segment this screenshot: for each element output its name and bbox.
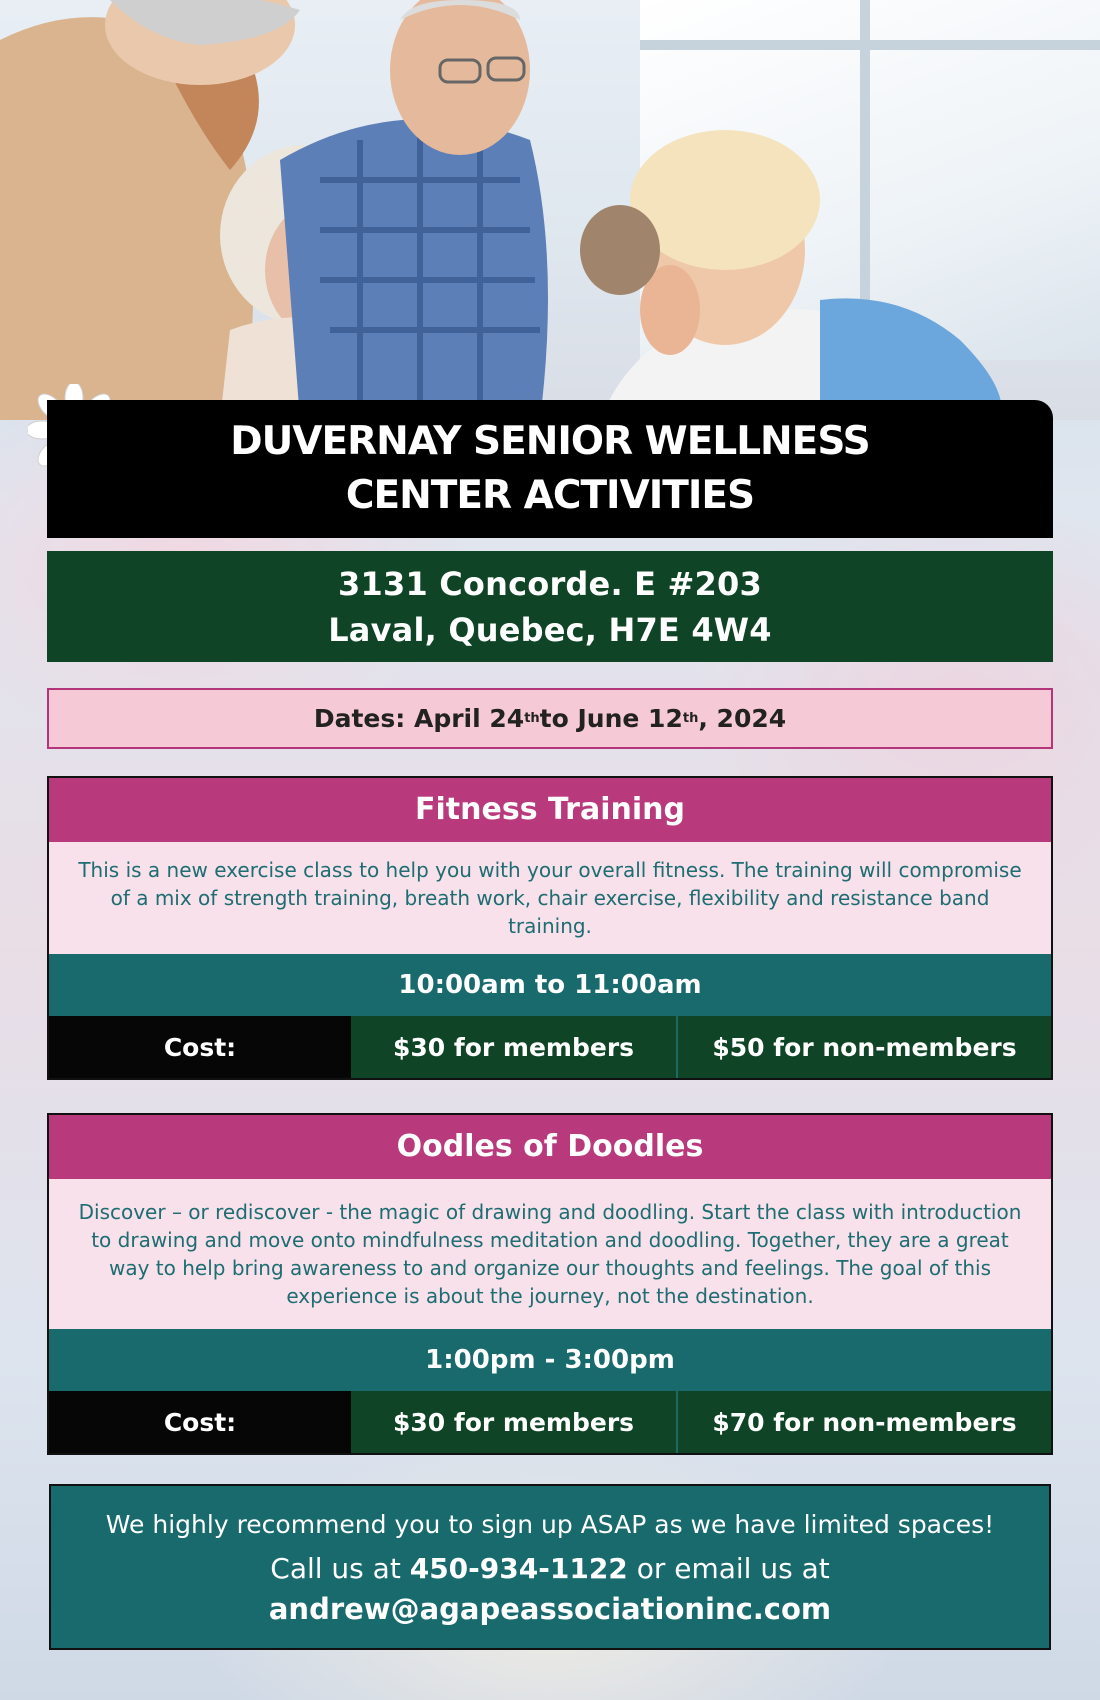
phone-number[interactable]: 450-934-1122 <box>409 1552 628 1585</box>
title-line-1: DUVERNAY SENIOR WELLNESS <box>230 419 870 464</box>
header-photo <box>0 0 1100 420</box>
email-address[interactable]: andrew@agapeassociationinc.com <box>268 1592 832 1626</box>
title-banner <box>47 400 1053 538</box>
contact-banner <box>49 1484 1051 1650</box>
activity-description <box>49 842 1051 954</box>
member-cost: $30 for members <box>351 1391 678 1453</box>
cost-row <box>49 1016 1051 1078</box>
activity-time: 10:00am to 11:00am <box>49 954 1051 1016</box>
cost-label: Cost: <box>49 1016 351 1078</box>
activity-card-doodles <box>47 1113 1053 1455</box>
non-member-cost: $50 for non-members <box>678 1016 1051 1078</box>
title-line-2: CENTER ACTIVITIES <box>345 473 755 518</box>
seniors-illustration <box>0 0 1100 420</box>
activity-description <box>49 1179 1051 1329</box>
address-line-1: 3131 Concorde. E #203 <box>338 564 762 603</box>
cost-label: Cost: <box>49 1391 351 1453</box>
activity-description-text: This is a new exercise class to help you with your overall fitness. The training will compromise of a mix of strength training, breath work, chair exercise, flexibility and resistance band training. <box>78 858 1022 938</box>
address-banner <box>47 551 1053 662</box>
dates-middle: to June 12 <box>539 704 683 733</box>
activity-title: Oodles of Doodles <box>49 1115 1051 1179</box>
dates-prefix: Dates: April 24 <box>313 704 525 733</box>
cost-row <box>49 1391 1051 1453</box>
non-member-cost: $70 for non-members <box>678 1391 1051 1453</box>
activity-description-text: Discover – or rediscover - the magic of drawing and doodling. Start the class with introduction to drawing and move onto mindfulness meditation and doodling. Together, they are a great way to help bring awareness to and organize our thoughts and feelings. The goal of this experience is about the journey, not the destination. <box>78 1200 1022 1308</box>
signup-note: We highly recommend you to sign up ASAP as we have limited spaces! <box>105 1510 995 1539</box>
call-line <box>270 1549 829 1589</box>
member-cost: $30 for members <box>351 1016 678 1078</box>
call-suffix: or email us at <box>627 1552 830 1585</box>
dates-banner: Dates: April 24 th to June 12 th , 2024 <box>47 688 1053 749</box>
activity-card-fitness <box>47 776 1053 1080</box>
activity-time: 1:00pm - 3:00pm <box>49 1329 1051 1391</box>
dates-end: , 2024 <box>698 704 787 733</box>
activity-title: Fitness Training <box>49 778 1051 842</box>
address-line-2: Laval, Quebec, H7E 4W4 <box>328 610 772 649</box>
call-prefix: Call us at <box>270 1552 410 1585</box>
